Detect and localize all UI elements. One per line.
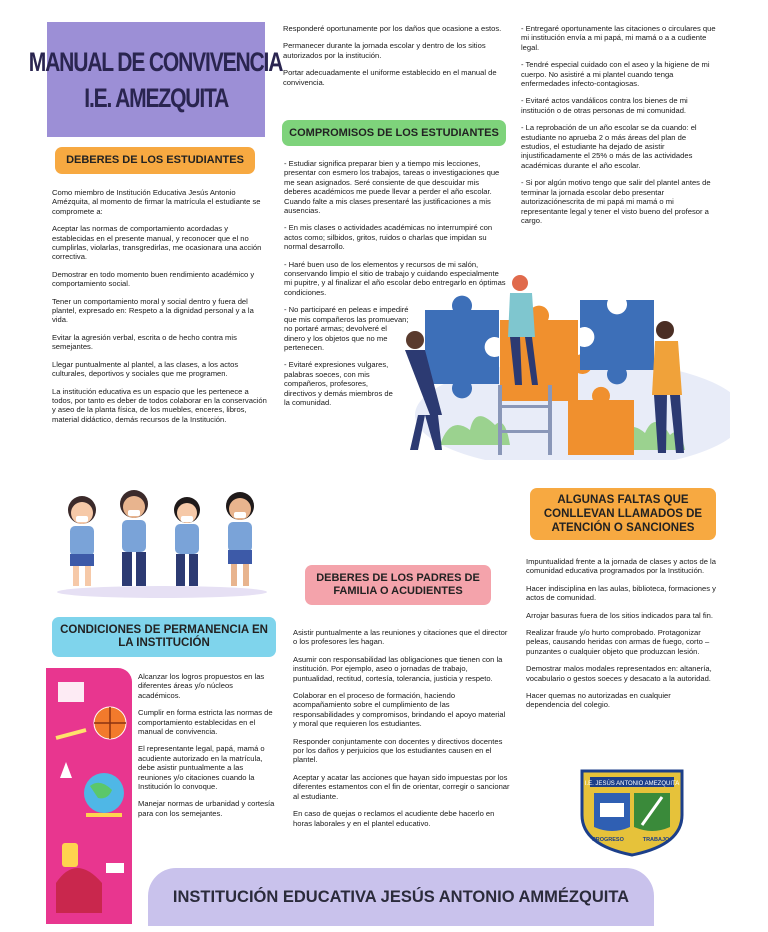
col2-top-text (283, 24, 503, 95)
padres-text (293, 628, 511, 836)
faltas-text (526, 557, 716, 718)
paragraph: Demostrar malos modales representados en: altanería, vocabulario o gestos soeces y desacato a la autoridad. (526, 664, 712, 683)
school-crest (572, 765, 692, 857)
compromisos-header: COMPROMISOS DE LOS ESTUDIANTES (282, 120, 506, 146)
title-line-1: MANUAL DE CONVIVENCIA (29, 46, 283, 77)
paragraph: Demostrar en todo momento buen rendimiento académico y comportamiento social. (52, 269, 255, 289)
paragraph: Evitar la agresión verbal, escrita o de hecho contra mis semejantes. (52, 332, 237, 352)
paragraph: Hacer indisciplina en las aulas, biblioteca, formaciones y actos de comunidad. (526, 583, 716, 603)
paragraph: Impuntualidad frente a la jornada de clases y actos de la comunidad educativa programados por la Institución. (526, 557, 716, 576)
school-supplies-panel (46, 668, 132, 924)
crest-top-text: I.E. JESÚS ANTONIO AMEZQUITA (584, 781, 680, 787)
paragraph: Colaborar en el proceso de formación, haciendo acompañamiento sobre el cumplimiento de las responsabilidades y compromisos, brindando el apoyo material y moral que requieren los estudiantes. (293, 691, 506, 729)
paragraph: Realizar fraude y/o hurto comprobado. Protagonizar peleas, causando heridas con armas de fuego, corto – punzantes o cualquier objeto que produzcan lesión. (526, 628, 710, 656)
paragraph: Arrojar basuras fuera de los sitios indicados para tal fin. (526, 610, 713, 620)
paragraph: - Tendré especial cuidado con el aseo y la higiene de mi cuerpo. No asistiré a mi plantel cuando tenga enfermedades infecto-contagiosas. (521, 60, 710, 89)
paragraph: - Si por algún motivo tengo que salir del plantel antes de terminar la jornada escolar debo presentar autorizaciónescrita de mi papá mi mamá o mi representante legal y tener el visto bueno del profesor a cargo. (521, 178, 711, 225)
paragraph: - Evitaré actos vandálicos contra los bienes de mi institución o de otras personas de mi comunidad. (521, 96, 688, 115)
paragraph: Responder conjuntamente con docentes y directivos docentes por los daños y perjuicios que los estudiantes causen en el plantel. (293, 736, 503, 765)
title-box (29, 22, 283, 137)
paragraph: Portar adecuadamente el uniforme establecido en el manual de convivencia. (283, 68, 497, 87)
paragraph: - Evitaré expresiones vulgares, palabras soeces, con mis compañeros, profesores, directivos y demás miembros de la comunidad. (284, 360, 393, 407)
paragraph: La institución educativa es un espacio que les pertenece a todos, por tanto es deber de todos colaborar en la conservación y aseo de la planta física, de los muebles, enceres, libros, material didáctico, demás recursos de la Institución. (52, 386, 267, 424)
paragraph: - La reprobación de un año escolar se da cuando: el estudiante no aprueba 2 o más áreas del plan de estudios, el estudiante ha dejado de asistir injustificadamente el 25% o más de las actividades académicas durante el año escolar. (521, 123, 697, 170)
crest-right-word: TRABAJO (642, 837, 670, 843)
deberes-estudiantes-text (52, 188, 270, 432)
paragraph: Manejar normas de urbanidad y cortesía para con los semejantes. (138, 799, 275, 818)
paragraph: Aceptar las normas de comportamiento acordadas y establecidas en el presente manual, y reconocer que el no cumplirlas, violarlas, transgredirlas, me ocasionara una acción correctiva. (52, 224, 262, 262)
paragraph: Asumir con responsabilidad las obligaciones que tienen con la institución. Por ejemplo, aseo o jornadas de trabajo, puntualidad, rectitud, cortesía, tolerancia, justicia y respeto. (293, 654, 503, 683)
paragraph: Llegar puntualmente al plantel, a las clases, a los actos culturales, deportivos y sociales que me programen. (52, 359, 239, 379)
paragraph: En caso de quejas o reclamos el acudiente debe hacerlo en horas laborales y en el plantel educativo. (293, 809, 495, 828)
padres-header: DEBERES DE LOS PADRES DE FAMILIA O ACUDIENTES (305, 565, 491, 605)
paragraph: Hacer quemas no autorizadas en cualquier dependencia del colegio. (526, 691, 671, 710)
permanencia-header: CONDICIONES DE PERMANENCIA EN LA INSTITUCIÓN (52, 617, 276, 657)
paragraph: Tener un comportamiento moral y social dentro y fuera del plantel, expresado en: Respeto a la dignidad personal y a la vida. (52, 296, 254, 325)
footer-banner: INSTITUCIÓN EDUCATIVA JESÚS ANTONIO AMMÉZQUITA (148, 868, 654, 926)
paragraph: Responderé oportunamente por los daños que ocasione a estos. (283, 24, 502, 33)
deberes-estudiantes-header: DEBERES DE LOS ESTUDIANTES (55, 147, 255, 174)
paragraph: Permanecer durante la jornada escolar y dentro de los sitios autorizados por la institución. (283, 41, 486, 60)
col3-top-text (521, 24, 717, 233)
paragraph: - No participaré en peleas e impediré que mis compañeros las promuevan; no portaré armas; devolveré el dinero y los objetos que no me pertenecen. (284, 305, 409, 352)
paragraph: Alcanzar los logros propuestos en las diferentes áreas y/o núcleos académicos. (138, 672, 265, 700)
paragraph: Como miembro de Institución Educativa Jesús Antonio Amézquita, al momento de firmar la matrícula el estudiante se compromete a: (52, 188, 261, 216)
title-line-2: I.E. AMEZQUITA (84, 82, 228, 113)
students-illustration (52, 480, 272, 600)
paragraph: Aceptar y acatar las acciones que hayan sido impuestas por los diferentes estamentos con el fin de orientar, corregir o sancionar al estudiante. (293, 772, 510, 801)
paragraph: - Haré buen uso de los elementos y recursos de mi salón, conservando limpio el sitio de trabajo y cuidando especialmente mi pupitre, y al finalizar el año escolar debo entregarlo en óptimas condiciones. (284, 259, 506, 297)
puzzle-team-illustration (380, 265, 730, 460)
paragraph: Cumplir en forma estricta las normas de comportamiento establecidas en el manual de convivencia. (138, 708, 273, 737)
permanencia-text (138, 672, 276, 826)
paragraph: - En mis clases o actividades académicas no interrumpiré con actos como; silbidos, gritos, ruidos o charlas que impidan su normal desarrollo. (284, 223, 493, 252)
faltas-header: ALGUNAS FALTAS QUE CONLLEVAN LLAMADOS DE ATENCIÓN O SANCIONES (530, 488, 716, 540)
crest-left-word: PROGRESO (592, 837, 624, 843)
paragraph: Asistir puntualmente a las reuniones y citaciones que el director o los profesores les hagan. (293, 628, 508, 647)
paragraph: - Entregaré oportunamente las citaciones o circulares que mi institución envía a mi papá, mi mamá o a a cudiente legal. (521, 24, 716, 52)
paragraph: - Estudiar significa preparar bien y a tiempo mis lecciones, presentar con esmero los trabajos, tareas o investigaciones que me sean asignados. Seré consiente de que descuidar mis deberes académicos me puede llevar a perder el año escolar. Cuando falte a mis clases presentaré las justificaciones a mis ausencias. (284, 159, 500, 216)
paragraph: El representante legal, papá, mamá o acudiente autorizado en la matrícula, debe asistir puntualmente a las reuniones y/o citaciones cuando la Institución lo convoque. (138, 744, 265, 792)
